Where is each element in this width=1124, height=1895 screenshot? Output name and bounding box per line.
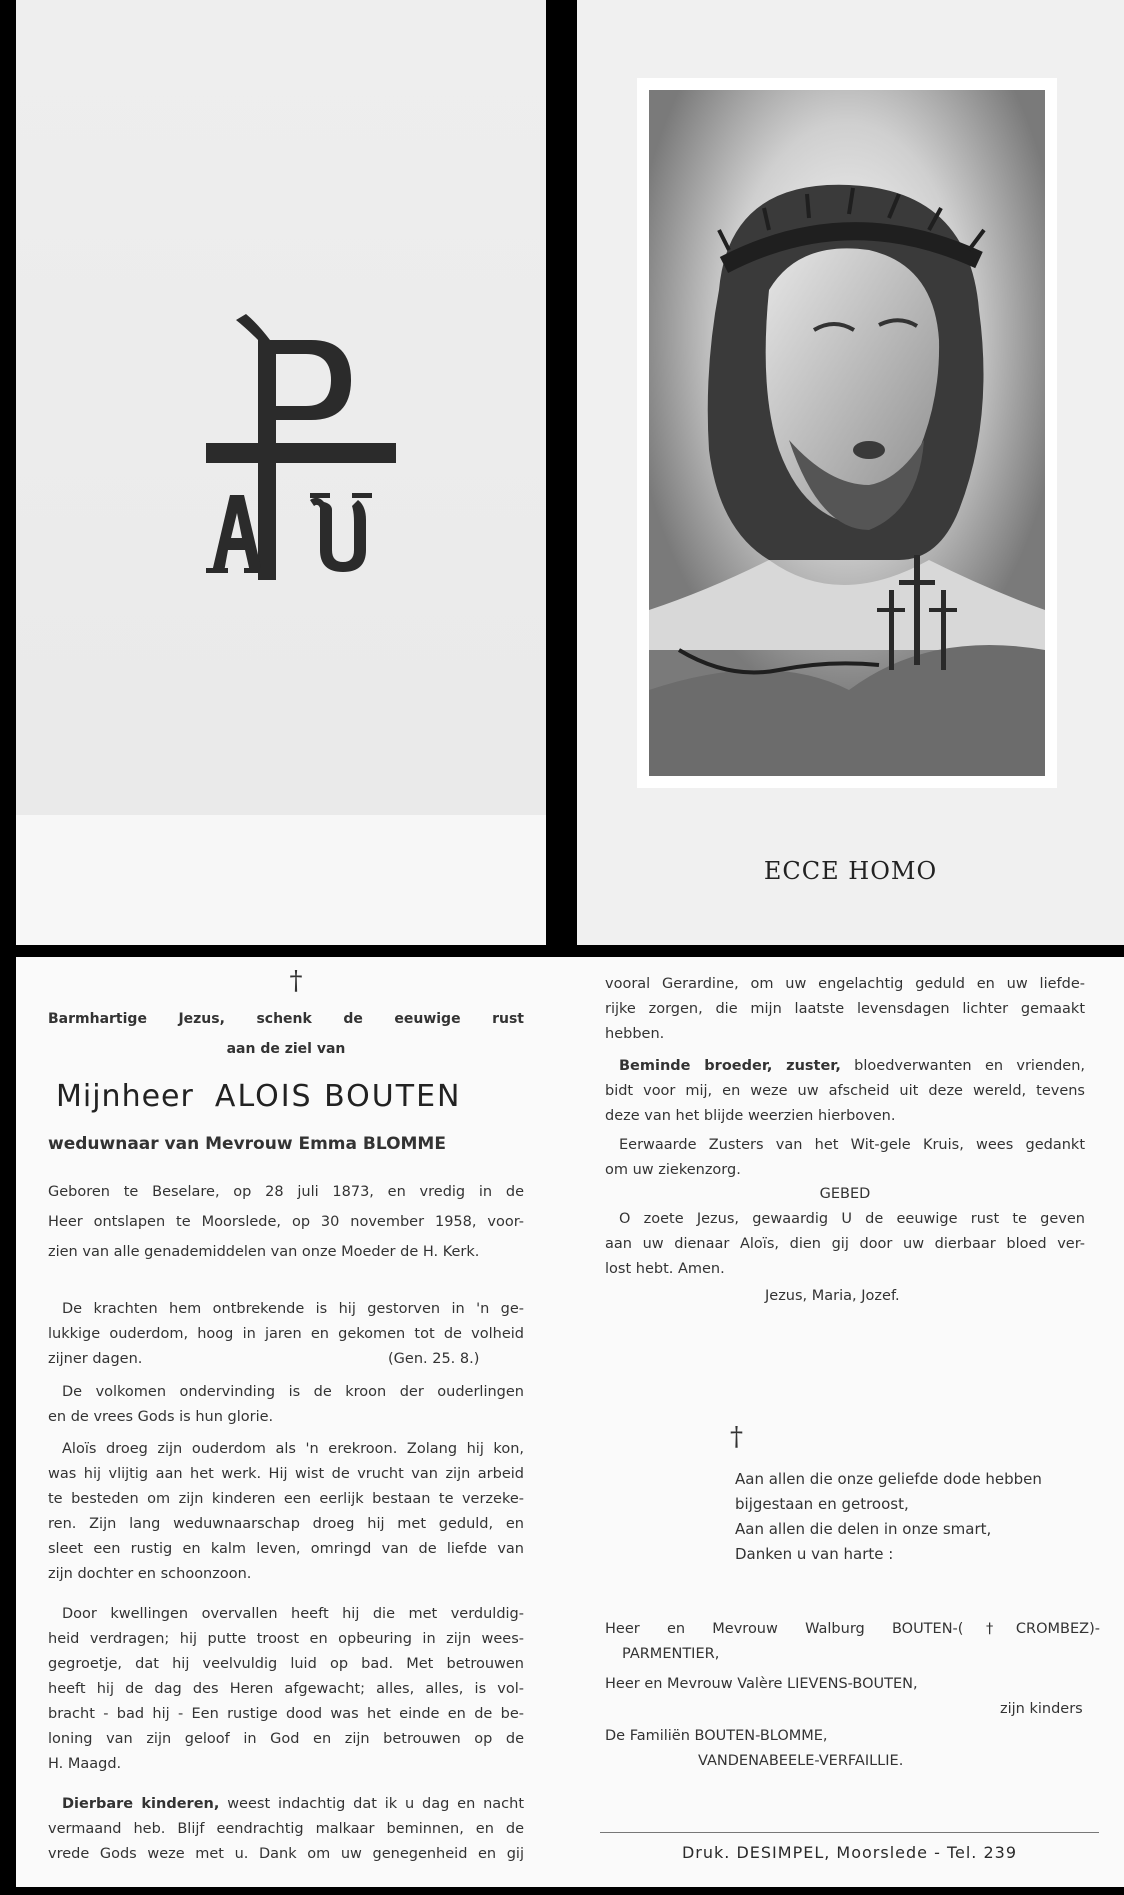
right-paragraph-2 [605,1054,1085,1129]
text-line: vrede Gods weze met u. Dank om uw genegenheid en gij [48,1846,524,1862]
bold-span: Dierbare kinderen, [62,1796,220,1812]
thanks-line: Aan allen die delen in onze smart, [735,1520,992,1538]
text-line: heeft hij de dag des Heren afgewacht; alles, alles, is vol- [48,1681,524,1697]
memorial-text-left [16,957,606,1887]
deceased-name: ALOIS BOUTEN [214,1079,462,1114]
prayer-title: GEBED [819,1186,871,1202]
cross-symbol: † [730,1422,743,1452]
paragraph-1 [48,1297,524,1372]
christ-crown-of-thorns-illustration [649,90,1045,776]
thanks-block [735,1467,1115,1567]
printer-divider [600,1832,1099,1833]
intro-line-1: Barmhartige Jezus, schenk de eeuwige rust [48,1011,524,1027]
prayer-closing: Jezus, Maria, Jozef. [765,1288,900,1304]
text-span: zijner dagen. [48,1351,143,1367]
text-line [48,1347,524,1372]
text-line: De krachten hem ontbrekende is hij gestorven in 'n ge- [62,1301,524,1317]
text-line: Eerwaarde Zusters van het Wit-gele Kruis, wees gedankt [619,1137,1085,1153]
widower-line: weduwnaar van Mevrouw Emma BLOMME [48,1134,446,1154]
thanks-line: bijgestaan en getroost, [735,1495,909,1513]
family-line-2b: zijn kinders [1000,1701,1083,1717]
text-line: rijke zorgen, die mijn laatste levensdagen lichter gemaakt [605,1001,1085,1017]
cross-symbol: † [289,966,303,996]
scripture-reference: (Gen. 25. 8.) [388,1351,480,1367]
text-line: gegroetje, dat hij veelvuldig luid op bad. Met betrouwen [48,1656,524,1672]
family-line-1b: PARMENTIER, [622,1646,720,1662]
text-line: lost hebt. Amen. [605,1261,725,1277]
intro-line-2: aan de ziel van [226,1041,346,1057]
text-span: bloedverwanten en vrienden, [840,1058,1085,1074]
paragraph-3 [48,1437,524,1587]
front-bottom-strip [16,815,546,945]
text-line: lukkige ouderdom, hoog in jaren en gekomen tot de volheid [48,1326,524,1342]
text-line: en de vrees Gods is hun glorie. [48,1409,274,1425]
family-line-3: De Familiën BOUTEN-BLOMME, [605,1728,828,1744]
front-panel [16,0,546,945]
thanks-line: Aan allen die onze geliefde dode hebben [735,1470,1042,1488]
bold-span: Beminde broeder, zuster, [619,1058,841,1074]
bio-line: Geboren te Beselare, op 28 juli 1873, en vredig in de [48,1184,524,1200]
picture-caption: ECCE HOMO [763,857,938,885]
text-line: te besteden om zijn kinderen een eerlijk bestaan te verzeke- [48,1491,524,1507]
bio-line: zien van alle genademiddelen van onze Moeder de H. Kerk. [48,1244,480,1260]
text-line: vooral Gerardine, om uw engelachtig geduld en uw liefde- [605,976,1085,992]
text-line: sleet een rustig en kalm leven, omringd van de liefde van [48,1541,524,1557]
text-line: Aloïs droeg zijn ouderdom als 'n erekroon. Zolang hij kon, [62,1441,524,1457]
ecce-homo-picture [637,78,1057,788]
text-line: vermaand heb. Blijf eendrachtig malkaar beminnen, en de [48,1821,524,1837]
paragraph-2 [48,1380,524,1430]
text-line: ren. Zijn lang weduwnaarschap droeg hij met geduld, en [48,1516,524,1532]
text-line: deze van het blijde weerzien hierboven. [605,1108,896,1124]
bottom-border [0,1887,1124,1895]
text-line: aan uw dienaar Aloïs, dien gij door uw dierbaar bloed ver- [605,1236,1085,1252]
text-line: hebben. [605,1026,665,1042]
holy-card-image-panel [577,0,1124,945]
text-line: H. Maagd. [48,1756,122,1772]
text-line: Door kwellingen overvallen heeft hij die met verduldig- [62,1606,524,1622]
right-paragraph-3 [605,1133,1085,1183]
memorial-text-right [590,957,1124,1887]
chi-rho-symbol [206,310,396,580]
printer-credit: Druk. DESIMPEL, Moorslede - Tel. 239 [681,1843,1017,1862]
paragraph-4 [48,1602,524,1777]
family-line-3b: VANDENABEELE-VERFAILLIE. [698,1753,904,1769]
paragraph-5 [48,1792,524,1867]
text-line: De volkomen ondervinding is de kroon der ouderlingen [62,1384,524,1400]
bio-line: Heer ontslapen te Moorslede, op 30 november 1958, voor- [48,1214,524,1230]
bio-paragraph [48,1177,524,1267]
family-line-2: Heer en Mevrouw Valère LIEVENS-BOUTEN, [605,1676,918,1692]
right-paragraph-1 [605,972,1085,1047]
text-line: bidt voor mij, en weze uw afscheid uit deze wereld, tevens [605,1083,1085,1099]
name-prefix: Mijnheer [56,1079,194,1114]
text-line: was hij vlijtig aan het werk. Hij wist de vrucht van zijn arbeid [48,1466,524,1482]
text-line: O zoete Jezus, gewaardig U de eeuwige rust te geven [619,1211,1085,1227]
text-line: om uw ziekenzorg. [605,1162,741,1178]
text-line [48,1792,524,1817]
text-line: heid verdragen; hij putte troost en opbeuring in zijn wees- [48,1631,524,1647]
text-line: bracht - bad hij - Een rustige dood was het einde en de be- [48,1706,524,1722]
family-line-1: Heer en Mevrouw Walburg BOUTEN-(†CROMBEZ)- [605,1621,1100,1637]
text-line: loning van zijn geloof in God en zijn betrouwen op de [48,1731,524,1747]
text-span: weest indachtig dat ik u dag en nacht [219,1796,525,1812]
thanks-line: Danken u van harte : [735,1545,894,1563]
deceased-name-line [56,1077,576,1117]
text-line: zijn dochter en schoonzoon. [48,1566,252,1582]
prayer-paragraph [605,1207,1085,1282]
text-line [605,1054,1085,1079]
